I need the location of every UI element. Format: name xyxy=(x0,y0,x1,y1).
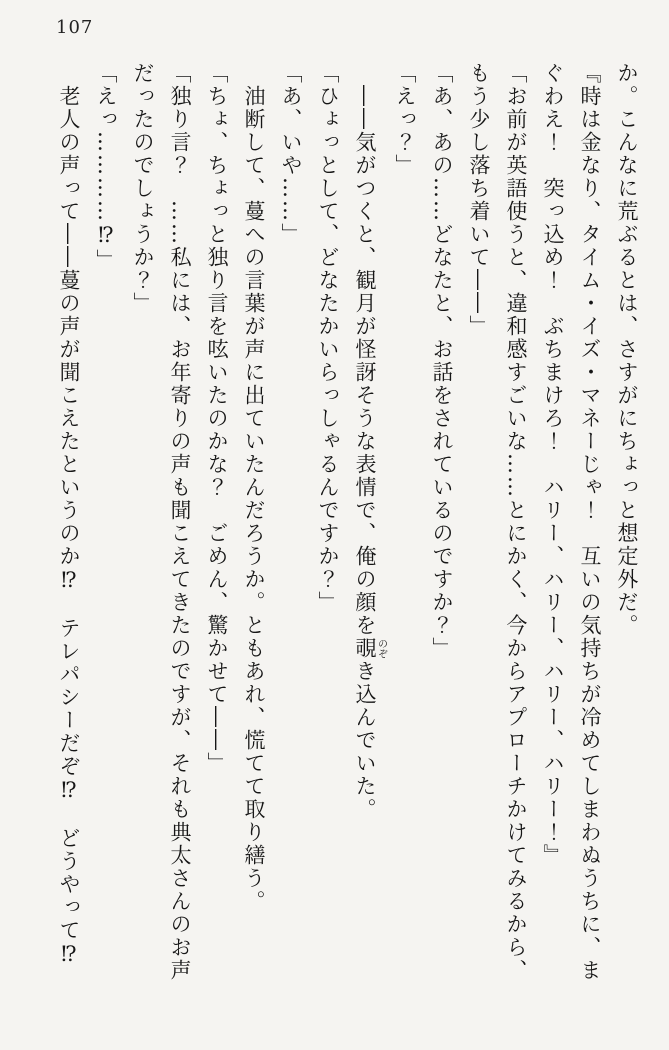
ruby-text: のぞ xyxy=(375,637,387,660)
page-number: 107 xyxy=(56,17,94,38)
text-line: 『時は金なり、タイム・イズ・マネーじゃ！ 互いの気持ちが冷めてしまわぬうちに、ま xyxy=(578,62,602,982)
text-line: 油断して、蔓への言葉が声に出ていたんだろうか。ともあれ、慌てて取り繕う。 xyxy=(242,62,266,913)
text-line: 「ひょっとして、どなたかいらっしゃるんですか？」 xyxy=(316,62,340,614)
text-line: 「えっ？」 xyxy=(393,62,417,177)
text-line: 「ちょ、ちょっと独り言を呟いたのかな？ ごめん、驚かせて――」 xyxy=(205,62,229,775)
text-line: だったのでしょうか？」 xyxy=(131,62,155,315)
text-line: ぐわえ！ 突っ込め！ ぶちまけろ！ ハリー、ハリー、ハリー、ハリー！』 xyxy=(541,62,565,867)
vertical-text-block xyxy=(50,62,645,988)
text-line xyxy=(346,62,386,988)
text-line: もう少し落ち着いて――」 xyxy=(467,62,491,338)
text-line: 「えっ…………⁉」 xyxy=(94,62,118,272)
text-line: か。こんなに荒ぶるとは、さすがにちょっと想定外だ。 xyxy=(615,62,639,637)
ruby-base: 覗 xyxy=(353,637,377,660)
text-line: 老人の声って――蔓の声が聞こえたというのか⁉ テレパシーだぞ⁉ どうやって⁉ xyxy=(57,62,81,968)
text-line: 「お前が英語使うと、違和感すごいな……とにかく、今からアプローチかけてみるから、 xyxy=(504,62,528,982)
ruby-annotation xyxy=(353,637,387,660)
text-line: 「独り言？ ……私には、お年寄りの声も聞こえてきたのですが、それも典太さんのお声 xyxy=(168,62,192,982)
text-line: 「あ、あの……どなたと、お話をされているのですか？」 xyxy=(430,62,454,660)
text-segment: き込んでいた。 xyxy=(353,660,377,821)
text-line: 「あ、いや……」 xyxy=(279,62,303,246)
text-segment: ――気がつくと、観月が怪訝そうな表情で、俺の顔を xyxy=(353,62,377,637)
